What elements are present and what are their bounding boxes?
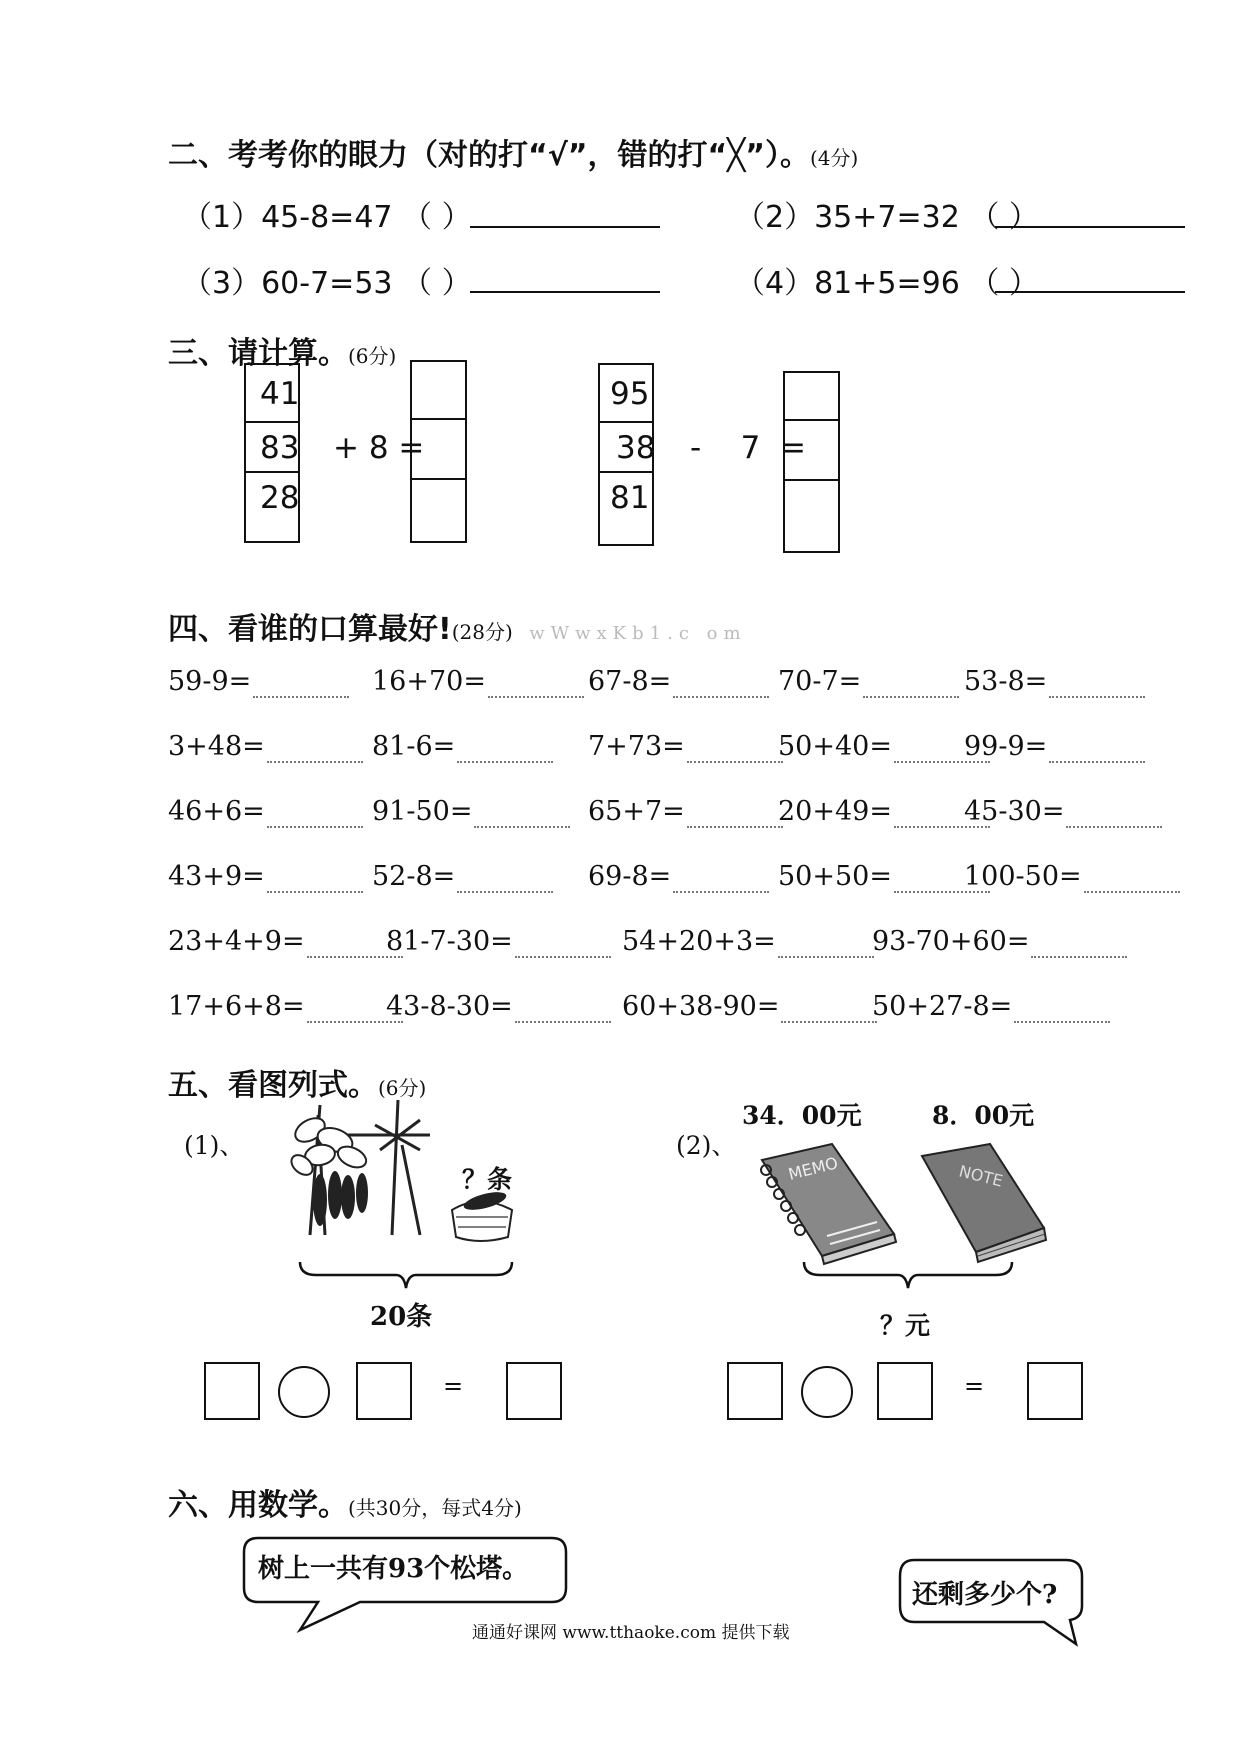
judge-answer-line-1[interactable] <box>470 226 660 228</box>
oral-calc-answer-line[interactable] <box>687 761 783 763</box>
picture-problem-2-number: (2)、 <box>676 1131 737 1160</box>
oral-calc-expression: 60+38-90= <box>622 991 780 1022</box>
calc-right-answer-2[interactable] <box>785 421 838 481</box>
calc-right-value-1: 95 <box>600 365 652 423</box>
calc-left-value-3: 28 <box>260 480 300 516</box>
section-2-title <box>168 130 858 174</box>
oral-calc-expression: 81-7-30= <box>386 926 513 957</box>
judge-item-2 <box>735 192 1039 236</box>
oral-calc-answer-line[interactable] <box>515 1021 611 1023</box>
judge-item-number: （2） <box>735 200 815 235</box>
oral-calc-answer-line[interactable] <box>1049 696 1145 698</box>
equation-1-equals: = <box>443 1372 464 1400</box>
oral-calc-answer-line[interactable] <box>488 696 584 698</box>
judge-item-expression: 35+7=32 <box>814 200 960 235</box>
calc-right-answer-1[interactable] <box>785 373 838 421</box>
oral-calc-answer-line[interactable] <box>267 826 363 828</box>
judge-item-number: （1） <box>182 200 262 235</box>
oral-calc-answer-line[interactable] <box>1066 826 1162 828</box>
picture-problem-1-number: (1)、 <box>184 1131 245 1160</box>
section-4-title <box>168 604 747 648</box>
judge-answer-paren[interactable]: （ ） <box>969 200 1039 235</box>
section-5-score: (6分) <box>378 1076 427 1100</box>
calc-right-operator: - 7 = <box>690 430 807 466</box>
oral-calc-answer-line[interactable] <box>267 891 363 893</box>
calc-left-answer-2[interactable] <box>412 420 465 480</box>
section-6-score: (共30分，每式4分) <box>348 1496 522 1520</box>
oral-calc-expression: 67-8= <box>588 666 672 697</box>
judge-answer-line-4[interactable] <box>995 291 1185 293</box>
calc-left-value-1: 41 <box>246 365 298 423</box>
equation-2-equals: = <box>964 1372 985 1400</box>
section-6-title-text: 六、用数学。 <box>168 1488 348 1523</box>
oral-calc-expression: 16+70= <box>372 666 486 697</box>
oral-calc-expression: 59-9= <box>168 666 252 697</box>
equation-2-operator-circle[interactable] <box>801 1366 853 1418</box>
equation-2-box-a[interactable] <box>727 1362 783 1420</box>
memo-price-label: 34．00元 <box>742 1101 862 1130</box>
judge-item-expression: 45-8=47 <box>261 200 393 235</box>
total-price-label: ？元 <box>880 1311 931 1340</box>
total-fish-label: 20条 <box>370 1302 433 1332</box>
speech-bubble-2-text: 还剩多少个? <box>912 1580 1058 1610</box>
section-2-score: (4分) <box>809 146 859 170</box>
oral-calc-expression: 99-9= <box>964 731 1048 762</box>
calc-left-value-2: 83 <box>246 423 298 473</box>
oral-calc-answer-line[interactable] <box>863 696 959 698</box>
equation-2-box-b[interactable] <box>877 1362 933 1420</box>
calc-right-answer-3[interactable] <box>785 481 838 531</box>
oral-calc-expression: 91-50= <box>372 796 473 827</box>
oral-calc-expression: 93-70+60= <box>872 926 1030 957</box>
memo-book-icon <box>752 1140 902 1266</box>
calc-right-value-2: 38 <box>600 423 652 473</box>
oral-calc-answer-line[interactable] <box>474 826 570 828</box>
oral-calc-answer-line[interactable] <box>515 956 611 958</box>
oral-calc-expression: 43+9= <box>168 861 265 892</box>
oral-calc-expression: 65+7= <box>588 796 685 827</box>
oral-calc-answer-line[interactable] <box>778 956 874 958</box>
oral-calc-answer-line[interactable] <box>1031 956 1127 958</box>
oral-calc-answer-line[interactable] <box>781 1021 877 1023</box>
judge-answer-line-2[interactable] <box>995 226 1185 228</box>
oral-calc-expression: 100-50= <box>964 861 1082 892</box>
oral-calc-answer-line[interactable] <box>1014 1021 1110 1023</box>
judge-item-4 <box>735 258 1039 302</box>
oral-calc-answer-line[interactable] <box>1049 761 1145 763</box>
footer-text: 通通好课网 www.tthaoke.com 提供下载 <box>472 1623 790 1643</box>
judge-item-1 <box>182 192 472 236</box>
oral-calc-expression: 43-8-30= <box>386 991 513 1022</box>
oral-calc-expression: 69-8= <box>588 861 672 892</box>
judge-answer-paren[interactable]: （ ） <box>402 266 472 301</box>
judge-item-expression: 81+5=96 <box>814 266 960 301</box>
oral-calc-expression: 53-8= <box>964 666 1048 697</box>
right-brace-icon <box>800 1258 1016 1292</box>
basket-fish-count-label: ？条 <box>462 1165 513 1194</box>
section-2-title-text: 二、考考你的眼力（对的打“√”，错的打“╳”）。 <box>168 138 810 173</box>
judge-item-number: （4） <box>735 266 815 301</box>
oral-calc-answer-line[interactable] <box>267 761 363 763</box>
calc-left-number-column <box>244 363 300 543</box>
watermark-text: wWwxKb1.c om <box>529 623 747 644</box>
note-book-icon <box>918 1140 1050 1266</box>
section-4-score: (28分) <box>451 620 513 644</box>
calc-left-answer-column <box>410 360 467 543</box>
equation-1-box-a[interactable] <box>204 1362 260 1420</box>
section-5-title-text: 五、看图列式。 <box>168 1068 378 1103</box>
hanging-fish-icon <box>313 1171 368 1226</box>
calc-right-value-3: 81 <box>610 480 650 516</box>
calc-right-number-column <box>598 363 654 546</box>
oral-calc-expression: 70-7= <box>778 666 862 697</box>
basket-icon <box>452 1189 512 1241</box>
equation-1-box-result[interactable] <box>506 1362 562 1420</box>
equation-2-box-result[interactable] <box>1027 1362 1083 1420</box>
judge-item-3 <box>182 258 472 302</box>
calc-right-answer-column <box>783 371 840 553</box>
speech-bubble-1-text: 树上一共有93个松塔。 <box>258 1554 529 1584</box>
oral-calc-expression: 23+4+9= <box>168 926 305 957</box>
oral-calc-expression: 46+6= <box>168 796 265 827</box>
calc-left-answer-3[interactable] <box>412 480 465 530</box>
judge-item-number: （3） <box>182 266 262 301</box>
oral-calc-expression: 17+6+8= <box>168 991 305 1022</box>
oral-calc-expression: 54+20+3= <box>622 926 776 957</box>
oral-calc-answer-line[interactable] <box>457 891 553 893</box>
equation-1-operator-circle[interactable] <box>278 1366 330 1418</box>
oral-calc-answer-line[interactable] <box>673 696 769 698</box>
calc-left-answer-1[interactable] <box>412 362 465 420</box>
oral-calc-expression: 45-30= <box>964 796 1065 827</box>
calc-left-operator: + 8 = <box>333 430 425 466</box>
left-brace-icon <box>296 1258 516 1292</box>
equation-1-box-b[interactable] <box>356 1362 412 1420</box>
memo-cover-text: MEMO <box>786 1153 840 1184</box>
oral-calc-expression: 20+49= <box>778 796 892 827</box>
section-3-title-text: 三、请计算。 <box>168 336 348 371</box>
oral-calc-answer-line[interactable] <box>1084 891 1180 893</box>
section-3-score: (6分) <box>348 344 397 368</box>
oral-calc-expression: 81-6= <box>372 731 456 762</box>
oral-calc-answer-line[interactable] <box>253 696 349 698</box>
judge-item-expression: 60-7=53 <box>261 266 393 301</box>
leaves-icon <box>288 1113 370 1179</box>
judge-answer-line-3[interactable] <box>470 291 660 293</box>
oral-calc-answer-line[interactable] <box>457 761 553 763</box>
note-cover-text: NOTE <box>957 1161 1005 1191</box>
oral-calc-expression: 50+50= <box>778 861 892 892</box>
oral-calc-expression: 50+40= <box>778 731 892 762</box>
judge-answer-paren[interactable]: （ ） <box>402 200 472 235</box>
note-price-label: 8．00元 <box>932 1101 1035 1130</box>
oral-calc-answer-line[interactable] <box>687 826 783 828</box>
oral-calc-expression: 52-8= <box>372 861 456 892</box>
section-4-title-text: 四、看谁的口算最好! <box>168 612 452 647</box>
oral-calc-expression: 50+27-8= <box>872 991 1013 1022</box>
oral-calc-expression: 7+73= <box>588 731 685 762</box>
oral-calc-answer-line[interactable] <box>673 891 769 893</box>
oral-calc-expression: 3+48= <box>168 731 265 762</box>
judge-answer-paren[interactable]: （ ） <box>969 266 1039 301</box>
section-6-title <box>168 1480 522 1524</box>
